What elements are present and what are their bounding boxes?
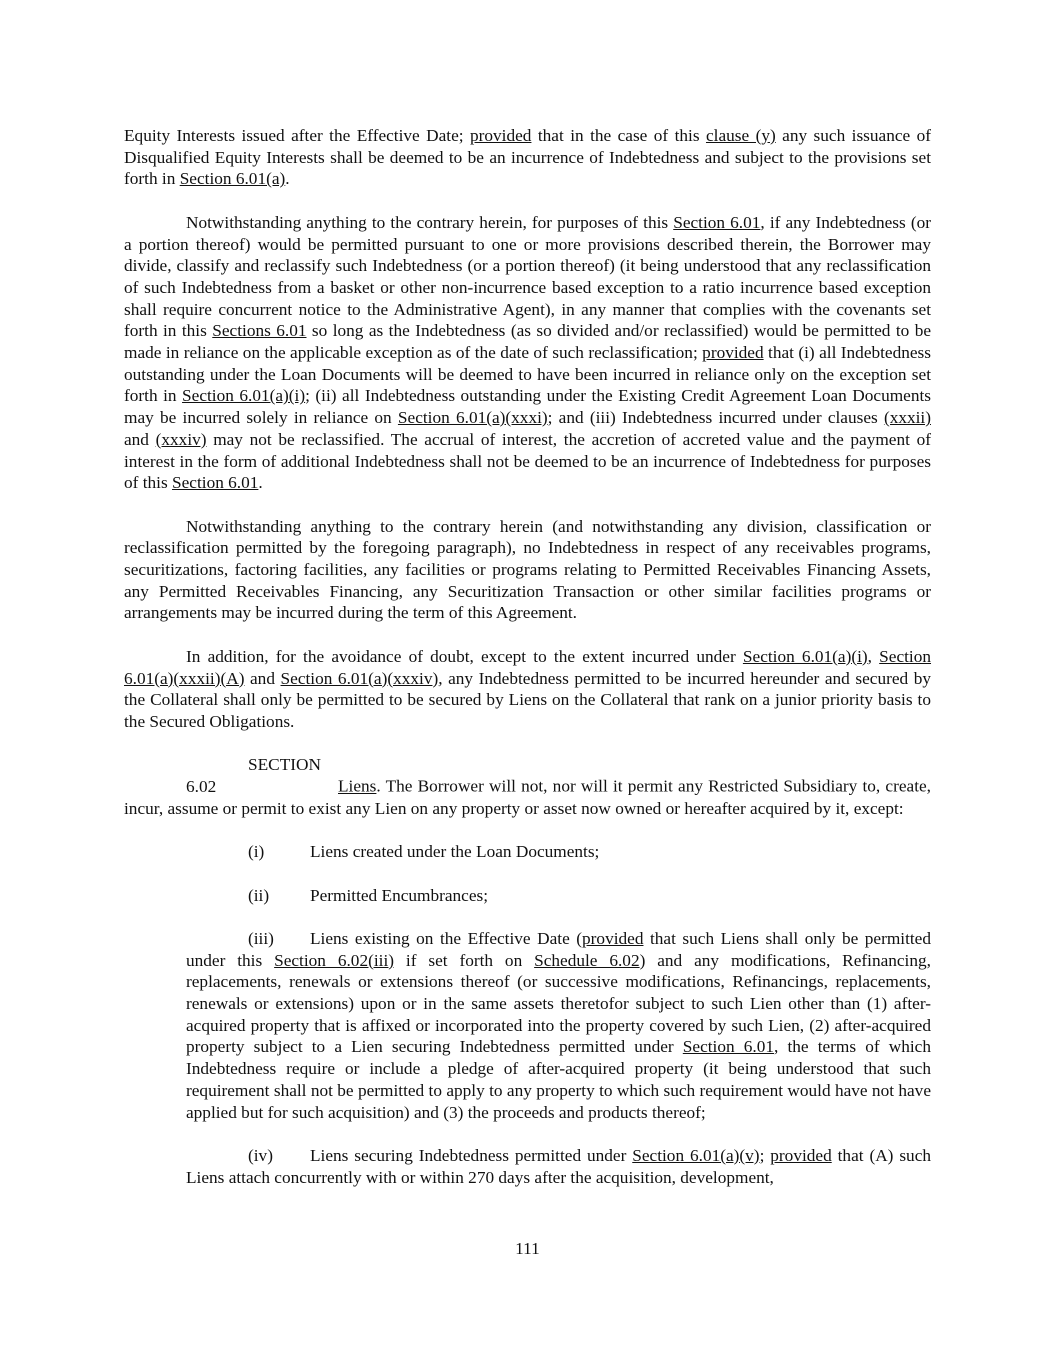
- section-reference: Sections 6.01: [212, 321, 307, 341]
- section-reference: Section 6.01(a)(xxxiv): [280, 668, 439, 688]
- text: and: [124, 429, 156, 449]
- text: Notwithstanding anything to the contrary herein, for purposes of this: [186, 212, 674, 232]
- section-reference: Section 6.02(iii): [274, 950, 394, 970]
- underlined-term: clause (y): [705, 126, 776, 145]
- section-reference: Section 6.01(a)(i): [742, 646, 868, 666]
- underlined-term: provided: [470, 126, 532, 145]
- list-number: (iv): [248, 1145, 273, 1165]
- paragraph-junior-priority: [124, 646, 931, 733]
- section-reference: Section 6.01(a)(v): [632, 1145, 760, 1165]
- text: that (i) all Indebtedness outstanding under the Loan Documents will be deemed to have been incurred in reliance only on the exception set forth in: [124, 343, 932, 406]
- text: Liens created under the Loan Documents;: [310, 842, 600, 862]
- text: , any Indebtedness permitted to be incurred hereunder and secured by the Collateral shall only be permitted to be secured by Liens on the Collateral that rank on a junior priority basis to the Secured Obligations.: [124, 668, 931, 731]
- section-reference: Section 6.01: [172, 473, 259, 493]
- text: and: [244, 668, 281, 688]
- list-number: (iii): [248, 928, 274, 948]
- text: ) and any modifications, Refinancing, replacements, renewals or extensions thereof (or successive modifications, Refinancings, replacements, renewals or extensions) upon or in the same assets theretofor subject to such Lien other than (1) after-acquired property that is affixed or incorporated into the property covered by such Lien, (2) after-acquired property subject to a Lien securing Indebtedness permitted under: [186, 950, 931, 1057]
- text: In addition, for the avoidance of doubt, except to the extent incurred under: [186, 646, 743, 666]
- list-item-ii: [124, 885, 931, 907]
- text: may not be reclassified. The accrual of interest, the accretion of accreted value and the payment of interest in the form of additional Indebtedness shall not be deemed to be an incurrence of Indebtedness for purposes of this: [124, 429, 931, 493]
- page-number: 111: [515, 1239, 540, 1258]
- section-number: SECTION 6.02: [186, 755, 321, 797]
- underlined-term: provided: [582, 928, 644, 948]
- schedule-reference: Schedule 6.02: [534, 950, 640, 970]
- clause-reference: (xxxiv): [155, 429, 207, 449]
- document-page: [124, 125, 931, 1188]
- text: so long as the Indebtedness (as so divided and/or reclassified) would be permitted to be made in reliance on the applicable exception as of the date of such reclassification;: [124, 321, 932, 363]
- text: that in the case of this: [531, 126, 706, 145]
- list-number: (ii): [248, 885, 270, 905]
- text: ;: [759, 1145, 771, 1165]
- text: , the terms of which Indebtedness require or include a pledge of after-acquired property (it being understood that such requirement shall not be permitted to apply to any property to which such requirement would have not have applied but for such acquisition) and (3) the proceeds and products thereof;: [186, 1037, 931, 1122]
- text: Equity Interests issued after the Effective Date;: [124, 126, 470, 145]
- text: ; (ii) all Indebtedness outstanding under the Existing Credit Agreement Loan Documents may be incurred solely in reliance on: [124, 386, 931, 428]
- list-number: (i): [248, 842, 265, 862]
- text: Notwithstanding anything to the contrary herein (and notwithstanding any division, classification or reclassification permitted by the foregoing paragraph), no Indebtedness in respect of any receivables programs, securitizations, factoring facilities, any facilities or programs relating to Permitted Receivables Financing Assets, any Permitted Receivables Financing, any Securitization Transaction or other similar facilities programs or arrangements may be incurred during the term of this Agreement.: [124, 516, 931, 623]
- paragraph-reclassification: [124, 212, 931, 494]
- text: ; and (iii) Indebtedness incurred under clauses: [547, 408, 884, 428]
- list-item-i: [124, 841, 931, 863]
- text: . The Borrower will not, nor will it permit any Restricted Subsidiary to, create, incur, assume or permit to exist any Lien on any property or asset now owned or hereafter acquired by it, except:: [124, 777, 931, 818]
- text: .: [285, 169, 290, 189]
- section-reference: Section 6.01(a)(xxxi): [397, 408, 548, 428]
- text: Liens existing on the Effective Date (: [310, 928, 583, 948]
- section-reference: Section 6.01: [673, 212, 761, 232]
- list-item-iii: [124, 928, 931, 1123]
- text: that such Liens shall only be permitted under this: [186, 928, 931, 970]
- section-reference: Section 6.01(a)(i): [182, 386, 306, 406]
- text: Liens securing Indebtedness permitted under: [310, 1145, 633, 1165]
- text: Permitted Encumbrances;: [310, 885, 489, 905]
- paragraph-continuation: [124, 125, 931, 190]
- underlined-term: provided: [770, 1145, 832, 1165]
- section-title: Liens: [338, 777, 377, 797]
- text: , if any Indebtedness (or a portion thereof) would be permitted pursuant to one or more provisions described therein, the Borrower may divide, classify and reclassify such Indebtedness (or a portion thereof) (it being understood that any reclassification of such Indebtedness from a basket or other non-incurrence based exception to a ratio incurrence based exception shall require concurrent notice to the Administrative Agent), in any manner that complies with the covenants set forth in this: [124, 212, 932, 341]
- section-reference: Section 6.01(a)(xxxii)(A): [124, 646, 932, 688]
- text: if set forth on: [394, 950, 535, 970]
- section-reference: Section 6.01(a): [179, 169, 286, 189]
- text: ,: [867, 646, 880, 666]
- text: any such issuance of Disqualified Equity Interests shall be deemed to be an incurrence of Indebtedness and subject to the provisions set forth in: [124, 126, 932, 189]
- section-reference: Section 6.01: [682, 1037, 775, 1057]
- list-item-iv: [124, 1145, 931, 1188]
- paragraph-receivables: [124, 516, 931, 625]
- underlined-term: provided: [702, 343, 764, 363]
- text: .: [258, 473, 263, 493]
- clause-reference: (xxxii): [883, 408, 931, 428]
- text: that (A) such Liens attach concurrently with or within 270 days after the acquisition, development,: [186, 1145, 932, 1187]
- section-6-02-liens: [124, 754, 931, 819]
